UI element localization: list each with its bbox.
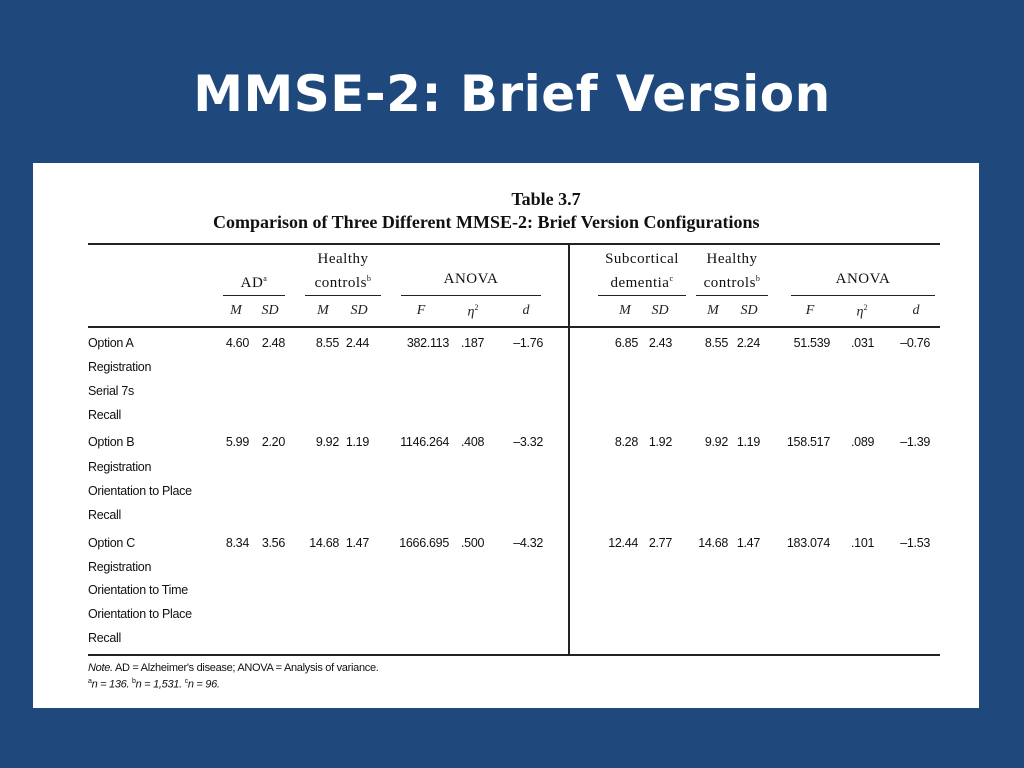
table-caption: Comparison of Three Different MMSE-2: Brief Version Configurations bbox=[213, 212, 760, 232]
cell-a-sc-m: 6.85 bbox=[614, 336, 638, 350]
option-c-item: Recall bbox=[88, 631, 121, 645]
center-divider bbox=[568, 243, 570, 655]
cell-a-f2: 51.539 bbox=[793, 336, 830, 350]
cell-c-f: 1666.695 bbox=[399, 536, 449, 550]
cell-a-sc-sd: 2.43 bbox=[648, 336, 672, 350]
cell-c-f2: 183.074 bbox=[786, 536, 830, 550]
table-image-panel bbox=[33, 163, 979, 708]
table-footnotes: $^a$n = 136. $^b$n = 1,531. $^c$n = 96. bbox=[88, 678, 220, 691]
healthy-right-underline bbox=[696, 295, 768, 296]
subheader-hc2-m: M bbox=[707, 303, 719, 318]
healthy-left-underline bbox=[305, 295, 381, 296]
option-b-item: Orientation to Place bbox=[88, 484, 192, 498]
cell-c-hc2-m: 14.68 bbox=[698, 536, 728, 550]
subheader-anova-d: d bbox=[522, 303, 530, 318]
cell-a-d2: –0.76 bbox=[900, 336, 930, 350]
subheader-ad-m: M bbox=[230, 303, 242, 318]
cell-b-eta2: .089 bbox=[851, 435, 875, 449]
option-a-label: Option A bbox=[88, 336, 134, 350]
option-b-label: Option B bbox=[88, 435, 135, 449]
subheader-sd-m: M bbox=[619, 303, 631, 318]
cell-c-ad-m: 8.34 bbox=[225, 536, 249, 550]
cell-a-hc2-sd: 2.24 bbox=[736, 336, 760, 350]
cell-b-eta: .408 bbox=[461, 435, 485, 449]
option-c-item: Orientation to Time bbox=[88, 583, 188, 597]
cell-b-f2: 158.517 bbox=[786, 435, 830, 449]
cell-b-f: 1146.264 bbox=[400, 435, 449, 449]
cell-b-ad-m: 5.99 bbox=[225, 435, 249, 449]
cell-a-f: 382.113 bbox=[406, 336, 449, 350]
header-subcortical: Subcortical dementia$^c$ bbox=[605, 251, 679, 291]
subcortical-underline bbox=[598, 295, 686, 296]
header-ad: $AD^a$ bbox=[240, 274, 268, 291]
option-b-item: Registration bbox=[88, 460, 152, 474]
subheader-anova-f: F bbox=[416, 303, 426, 318]
cell-a-eta: .187 bbox=[461, 336, 485, 350]
subheader-ad-sd: SD bbox=[261, 303, 279, 318]
option-a-item: Serial 7s bbox=[88, 384, 134, 398]
anova-left-underline bbox=[401, 295, 541, 296]
table-number: Table 3.7 bbox=[511, 189, 581, 209]
subheader-anova2-f: F bbox=[805, 303, 815, 318]
cell-b-hc-sd: 1.19 bbox=[345, 435, 369, 449]
cell-b-d2: –1.39 bbox=[900, 435, 930, 449]
cell-b-sc-sd: 1.92 bbox=[648, 435, 672, 449]
subheader-hc2-sd: SD bbox=[740, 303, 758, 318]
cell-c-d2: –1.53 bbox=[900, 536, 930, 550]
cell-b-d: –3.32 bbox=[513, 435, 543, 449]
option-b-item: Recall bbox=[88, 508, 121, 522]
cell-a-hc-m: 8.55 bbox=[315, 336, 339, 350]
cell-b-hc-m: 9.92 bbox=[315, 435, 339, 449]
cell-a-ad-m: 4.60 bbox=[225, 336, 249, 350]
option-c-item: Orientation to Place bbox=[88, 607, 192, 621]
cell-c-hc2-sd: 1.47 bbox=[736, 536, 760, 550]
cell-c-hc-sd: 1.47 bbox=[345, 536, 369, 550]
subheader-sd-sd: SD bbox=[651, 303, 669, 318]
cell-c-eta: .500 bbox=[461, 536, 485, 550]
cell-c-hc-m: 14.68 bbox=[309, 536, 339, 550]
option-c-item: Registration bbox=[88, 560, 152, 574]
subheader-anova2-eta: $\eta^2$ bbox=[856, 303, 868, 320]
subheader-hc-sd: SD bbox=[350, 303, 368, 318]
subheader-anova2-d: d bbox=[912, 303, 920, 318]
bottom-rule bbox=[88, 654, 940, 656]
cell-a-ad-sd: 2.48 bbox=[261, 336, 285, 350]
cell-b-sc-m: 8.28 bbox=[614, 435, 638, 449]
cell-a-hc-sd: 2.44 bbox=[345, 336, 369, 350]
top-rule bbox=[88, 243, 940, 245]
option-c-label: Option C bbox=[88, 536, 135, 550]
header-anova-right: ANOVA bbox=[835, 271, 891, 287]
cell-b-hc2-sd: 1.19 bbox=[736, 435, 760, 449]
cell-c-ad-sd: 3.56 bbox=[261, 536, 285, 550]
cell-b-ad-sd: 2.20 bbox=[261, 435, 285, 449]
cell-c-sc-sd: 2.77 bbox=[648, 536, 672, 550]
ad-underline bbox=[223, 295, 285, 296]
header-healthy-left: Healthy controls$^b$ bbox=[314, 251, 372, 291]
header-rule bbox=[88, 326, 940, 328]
subheader-hc-m: M bbox=[317, 303, 329, 318]
anova-right-underline bbox=[791, 295, 935, 296]
slide-title: MMSE-2: Brief Version bbox=[193, 65, 831, 123]
cell-b-hc2-m: 9.92 bbox=[704, 435, 728, 449]
cell-a-eta2: .031 bbox=[851, 336, 875, 350]
table-note: Note. AD = Alzheimer's disease; ANOVA = Analysis of variance. bbox=[88, 662, 379, 674]
header-healthy-right: Healthy controls$^b$ bbox=[703, 251, 761, 291]
option-a-item: Recall bbox=[88, 408, 121, 422]
option-a-item: Registration bbox=[88, 360, 152, 374]
cell-a-d: –1.76 bbox=[513, 336, 543, 350]
cell-c-sc-m: 12.44 bbox=[608, 536, 638, 550]
cell-c-eta2: .101 bbox=[851, 536, 875, 550]
cell-a-hc2-m: 8.55 bbox=[704, 336, 728, 350]
header-anova-left: ANOVA bbox=[443, 271, 499, 287]
subheader-anova-eta: $\eta^2$ bbox=[467, 303, 479, 320]
cell-c-d: –4.32 bbox=[513, 536, 543, 550]
